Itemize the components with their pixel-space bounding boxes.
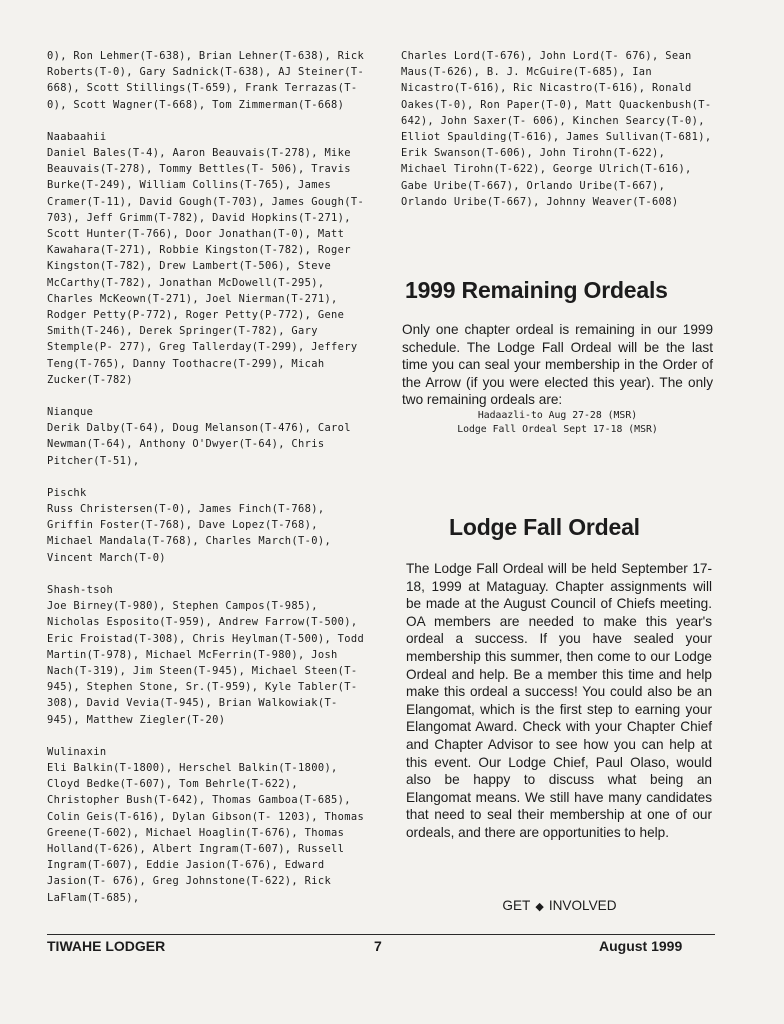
ordeal-item: Hadaazli-to Aug 27-28 (MSR) [477,410,638,421]
chapter-name: Wulinaxin [47,745,107,758]
lodge-fall-ordeal-heading: Lodge Fall Ordeal [449,514,640,540]
member-list: Daniel Bales(T-4), Aaron Beauvais(T-278), Mike Beauvais(T-278), Tommy Bettles(T- 506), Travis Burke(T-249), William Collins(T-765), James Cramer(T-11), David Gough(T-703), James Gough(T-703), Jeff Grimm(T-782), David Hopkins(T-271), Scott Hunter(T-766), Door Jonathan(T-0), Matt Kawahara(T-271), Robbie Kingston(T-782), Roger Kingston(T-782), Drew Lambert(T-506), Steve McCarthy(T-782), Jonathan McDowell(T-295), Charles McKeown(T-271), Joel Nierman(T-271), Rodger Petty(P-772), Roger Petty(P-772), Gene Smith(T-246), Derek Springer(T-782), Gary Stemple(P- 277), Greg Tallerday(T-299), Jeffery Teng(T-765), Danny Toothacre(T-299), Micah Zucker(T-782) [47,147,365,386]
get-involved-slogan [404,898,715,913]
page-number: 7 [374,938,382,954]
member-list-continued: 0), Ron Lehmer(T-638), Brian Lehner(T-638), Rick Roberts(T-0), Gary Sadnick(T-638), AJ Steiner(T-668), Scott Stillings(T-659), Frank Terrazas(T-0), Scott Wagner(T-668), Tom Zimmerman(T-668) [47,50,371,111]
ordeal-item: Lodge Fall Ordeal Sept 17-18 (MSR) [457,424,658,435]
remaining-ordeals-heading: 1999 Remaining Ordeals [405,277,668,303]
left-column [47,48,371,906]
member-list: Derik Dalby(T-64), Doug Melanson(T-476), Carol Newman(T-64), Anthony O'Dwyer(T-64), Chris Pitcher(T-51), [47,422,358,467]
member-list: Joe Birney(T-980), Stephen Campos(T-985), Nicholas Esposito(T-959), Andrew Farrow(T-500), Eric Froistad(T-308), Chris Heylman(T-500), Todd Martin(T-978), Michael McFerrin(T-980), Josh Nach(T-319), Jim Steen(T-945), Michael Steen(T-945), Stephen Stone, Sr.(T-959), Kyle Tabler(T-308), David Vevia(T-945), Brian Walkowiak(T-945), Matthew Ziegler(T-20) [47,600,371,726]
remaining-ordeals-text: Only one chapter ordeal is remaining in our 1999 schedule. The Lodge Fall Ordeal will be the last time you can seal your membership in the Order of the Arrow (if you were elected this year). The only two remaining ordeals are: [402,322,713,408]
member-list-continued: Charles Lord(T-676), John Lord(T- 676), Sean Maus(T-626), B. J. McGuire(T-685), Ian Nicastro(T-616), Ric Nicastro(T-616), Ronald Oakes(T-0), Ron Paper(T-0), Matt Quackenbush(T-642), John Saxer(T- 606), Kinchen Searcy(T-0), Elliot Spaulding(T-616), James Sullivan(T-681), Erik Swanson(T-606), John Tirohn(T-622), Michael Tirohn(T-622), George Ulrich(T-616), Gabe Uribe(T-667), Orlando Uribe(T-667), Orlando Uribe(T-667), Johnny Weaver(T-608) [401,50,719,208]
chapter-name: Naabaahii [47,130,107,143]
chapter-name: Pischk [47,486,87,499]
right-column-names [401,48,719,210]
ordeal-schedule [402,409,713,437]
get-label: GET [502,898,531,913]
chapter-name: Nianque [47,406,94,419]
involved-label: INVOLVED [548,898,617,913]
publication-name: TIWAHE LODGER [47,938,166,954]
member-list: Russ Christersen(T-0), James Finch(T-768), Griffin Foster(T-768), Dave Lopez(T-768), Michael Mandala(T-768), Charles March(T-0), Vincent March(T-0) [47,503,338,564]
issue-date: August 1999 [599,938,683,954]
member-list: Eli Balkin(T-1800), Herschel Balkin(T-1800), Cloyd Bedke(T-607), Tom Behrle(T-622), Christopher Bush(T-642), Thomas Gamboa(T-685), Colin Geis(T-616), Dylan Gibson(T- 1203), Thomas Greene(T-602), Michael Hoaglin(T-676), Thomas Holland(T-626), Albert Ingram(T-607), Russell Ingram(T-607), Eddie Jasion(T-676), Edward Jasion(T- 676), Greg Johnstone(T-622), Rick LaFlam(T-685), [47,761,371,904]
chapter-name: Shash-tsoh [47,583,114,596]
diamond-icon: ◆ [535,901,544,913]
lodge-fall-ordeal-text: The Lodge Fall Ordeal will be held September 17-18, 1999 at Mataguay. Chapter assignments will be made at the August Council of Chiefs meeting. OA members are needed to make this year's ordeal a success. If you have sealed your membership this summer, then come to our Lodge Ordeal and help. Be a member this time and help make this ordeal a success! You could also be an Elangomat, which is the first step to earning your Elangomat Award. Check with your Chapter Chief and Chapter Advisor to see how you can help at this event. Our Lodge Chief, Paul Olaso, would also be happy to discuss what being an Elangomat means. We still have many candidates that need to seal their membership at one of our ordeals, and there are opportunities to help. [406,561,712,840]
footer-divider [47,934,715,935]
